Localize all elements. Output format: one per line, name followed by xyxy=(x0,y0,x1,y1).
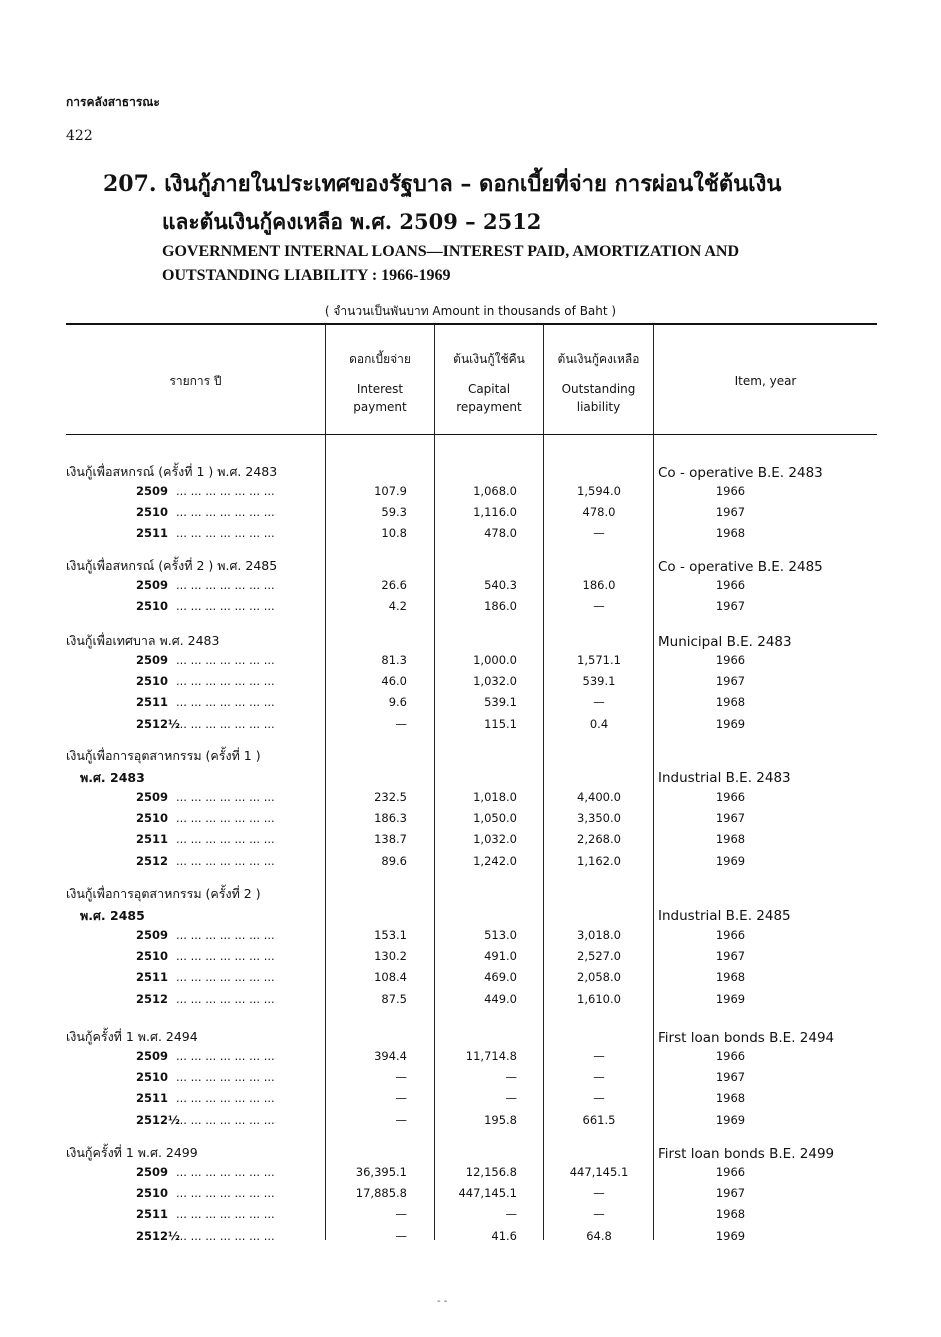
year-th-cell: 2509 xyxy=(136,928,169,942)
interest-cell: 17,885.8 xyxy=(355,1186,407,1201)
capital-cell: 11,714.8 xyxy=(465,1049,517,1063)
section-label-en: Industrial B.E. 2485 xyxy=(658,908,791,924)
year-th-cell: 2511 xyxy=(136,1207,169,1222)
year-th-cell: 2512 xyxy=(136,991,169,1006)
outstanding-cell: 2,058.0 xyxy=(577,970,621,985)
capital-cell: 447,145.1 xyxy=(458,1186,517,1201)
interest-cell: — xyxy=(395,1091,407,1106)
interest-cell: — xyxy=(395,1112,407,1127)
year-th-cell: 2511 xyxy=(136,832,169,847)
interest-cell: 394.4 xyxy=(374,1049,407,1063)
year-en-cell: 1968 xyxy=(715,526,746,541)
dot-leader: ... ... ... ... ... ... ... xyxy=(176,811,275,826)
interest-cell: 59.3 xyxy=(381,505,407,520)
section-header xyxy=(0,884,941,904)
table-row xyxy=(0,790,941,810)
capital-cell: 1,032.0 xyxy=(473,832,517,847)
section-label-en: Industrial B.E. 2483 xyxy=(658,770,791,786)
year-en-cell: 1966 xyxy=(715,578,746,592)
dot-leader: ... ... ... ... ... ... ... xyxy=(176,1112,275,1127)
year-en-cell: 1967 xyxy=(715,1070,746,1085)
outstanding-cell: — xyxy=(593,695,605,710)
dot-leader: ... ... ... ... ... ... ... xyxy=(176,578,275,592)
capital-cell: 1,000.0 xyxy=(473,653,517,667)
section-header-en xyxy=(0,1146,941,1166)
dot-leader: ... ... ... ... ... ... ... xyxy=(176,928,275,942)
outstanding-cell: 2,268.0 xyxy=(577,832,621,847)
capital-cell: — xyxy=(505,1091,517,1106)
outstanding-cell: — xyxy=(593,526,605,541)
capital-cell: 491.0 xyxy=(484,949,517,964)
column-header-interest-th: ดอกเบี้ยจ่าย xyxy=(349,352,411,366)
dot-leader: ... ... ... ... ... ... ... xyxy=(176,1070,275,1085)
outstanding-cell: 3,350.0 xyxy=(577,811,621,826)
section-label-th: เงินกู้เพื่อการอุตสาหกรรม (ครั้งที่ 1 ) xyxy=(66,748,261,763)
year-en-cell: 1968 xyxy=(715,1091,746,1106)
year-th-cell: 2511 xyxy=(136,1091,169,1106)
column-header-interest xyxy=(326,350,434,416)
section-label-th: เงินกู้เพื่อสหกรณ์ (ครั้งที่ 2 ) พ.ศ. 2485 xyxy=(66,558,278,573)
year-th-cell: 2512½ xyxy=(136,1112,180,1127)
column-header-capital-th: ต้นเงินกู้ใช้คืน xyxy=(453,352,525,366)
interest-cell: 89.6 xyxy=(381,853,407,868)
title-thai-line2: และต้นเงินกู้คงเหลือ พ.ศ. 2509 – 2512 xyxy=(162,209,542,234)
capital-cell: 513.0 xyxy=(484,928,517,942)
title-english xyxy=(162,240,842,288)
capital-cell: 186.0 xyxy=(484,599,517,614)
outstanding-cell: — xyxy=(593,1186,605,1201)
interest-cell: 153.1 xyxy=(374,928,407,942)
year-en-cell: 1967 xyxy=(715,949,746,964)
year-th-cell: 2512½ xyxy=(136,716,180,731)
outstanding-cell: 1,571.1 xyxy=(577,653,621,667)
dot-leader: ... ... ... ... ... ... ... xyxy=(176,1165,275,1179)
year-th-cell: 2510 xyxy=(136,1070,169,1085)
title-english-line1: GOVERNMENT INTERNAL LOANS—INTEREST PAID, AMORTIZATION AND xyxy=(162,243,740,260)
title-thai-line1: 207. เงินกู้ภายในประเทศของรัฐบาล – ดอกเบี้ยที่จ่าย การผ่อนใช้ต้นเงิน xyxy=(103,171,782,197)
footer-mark: - - xyxy=(437,1296,448,1307)
column-header-capital-en: Capital repayment xyxy=(456,382,522,414)
outstanding-cell: 1,594.0 xyxy=(577,484,621,498)
table-row xyxy=(0,854,941,874)
dot-leader: ... ... ... ... ... ... ... xyxy=(176,1207,275,1222)
capital-cell: 469.0 xyxy=(484,970,517,985)
table-row xyxy=(0,717,941,737)
table-row xyxy=(0,653,941,673)
section-header-en xyxy=(0,908,941,928)
interest-cell: 36,395.1 xyxy=(355,1165,407,1179)
section-label-th: เงินกู้ครั้งที่ 1 พ.ศ. 2499 xyxy=(66,1145,198,1160)
column-header-capital xyxy=(435,350,543,416)
interest-cell: 46.0 xyxy=(381,674,407,689)
dot-leader: ... ... ... ... ... ... ... xyxy=(176,484,275,498)
dot-leader: ... ... ... ... ... ... ... xyxy=(176,526,275,541)
year-en-cell: 1968 xyxy=(715,695,746,710)
year-th-cell: 2510 xyxy=(136,949,169,964)
year-th-cell: 2509 xyxy=(136,1165,169,1179)
interest-cell: 9.6 xyxy=(388,695,407,710)
table-row xyxy=(0,1207,941,1227)
outstanding-cell: 539.1 xyxy=(582,674,616,689)
table-row xyxy=(0,1229,941,1249)
outstanding-cell: 64.8 xyxy=(586,1228,612,1243)
year-th-cell: 2509 xyxy=(136,578,169,592)
year-en-cell: 1967 xyxy=(715,674,746,689)
unit-note: ( จำนวนเป็นพันบาท Amount in thousands of Baht ) xyxy=(324,304,617,318)
dot-leader: ... ... ... ... ... ... ... xyxy=(176,716,275,731)
capital-cell: 1,242.0 xyxy=(473,853,517,868)
interest-cell: 108.4 xyxy=(374,970,407,985)
outstanding-cell: 4,400.0 xyxy=(577,790,621,804)
capital-cell: 1,068.0 xyxy=(473,484,517,498)
table-row xyxy=(0,970,941,990)
capital-cell: 1,116.0 xyxy=(473,505,517,520)
dot-leader: ... ... ... ... ... ... ... xyxy=(176,853,275,868)
dot-leader: ... ... ... ... ... ... ... xyxy=(176,991,275,1006)
year-en-cell: 1969 xyxy=(715,716,746,731)
table-row xyxy=(0,484,941,504)
year-en-cell: 1967 xyxy=(715,599,746,614)
dot-leader: ... ... ... ... ... ... ... xyxy=(176,1228,275,1243)
year-th-cell: 2510 xyxy=(136,599,169,614)
interest-cell: 26.6 xyxy=(381,578,407,592)
outstanding-cell: 2,527.0 xyxy=(577,949,621,964)
capital-cell: 1,032.0 xyxy=(473,674,517,689)
section-header-en xyxy=(0,634,941,654)
section-label-th: เงินกู้เพื่อการอุตสาหกรรม (ครั้งที่ 2 ) xyxy=(66,886,261,901)
table-row xyxy=(0,1091,941,1111)
dot-leader: ... ... ... ... ... ... ... xyxy=(176,790,275,804)
year-en-cell: 1966 xyxy=(715,928,746,942)
capital-cell: 195.8 xyxy=(484,1112,517,1127)
dot-leader: ... ... ... ... ... ... ... xyxy=(176,653,275,667)
outstanding-cell: — xyxy=(593,1070,605,1085)
section-header-en xyxy=(0,465,941,485)
capital-cell: 41.6 xyxy=(491,1228,517,1243)
year-en-cell: 1967 xyxy=(715,811,746,826)
year-th-cell: 2511 xyxy=(136,526,169,541)
year-th-cell: 2511 xyxy=(136,695,169,710)
section-label-th: เงินกู้ครั้งที่ 1 พ.ศ. 2494 xyxy=(66,1029,198,1044)
table-row xyxy=(0,695,941,715)
section-label-en: Co - operative B.E. 2485 xyxy=(658,559,823,575)
outstanding-cell: 0.4 xyxy=(589,716,609,731)
outstanding-cell: 1,162.0 xyxy=(577,853,621,868)
capital-cell: 115.1 xyxy=(484,716,517,731)
outstanding-cell: 3,018.0 xyxy=(577,928,621,942)
column-header-outstanding-en: Outstanding liability xyxy=(561,382,636,414)
capital-cell: 540.3 xyxy=(484,578,517,592)
section-header-en xyxy=(0,1030,941,1050)
table-row xyxy=(0,1165,941,1185)
capital-cell: — xyxy=(505,1207,517,1222)
dot-leader: ... ... ... ... ... ... ... xyxy=(176,949,275,964)
table-row xyxy=(0,526,941,546)
column-header-outstanding xyxy=(544,350,653,416)
table-row xyxy=(0,928,941,948)
year-en-cell: 1966 xyxy=(715,653,746,667)
table-row xyxy=(0,811,941,831)
year-th-cell: 2509 xyxy=(136,790,169,804)
table-row xyxy=(0,1049,941,1069)
year-th-cell: 2509 xyxy=(136,653,169,667)
interest-cell: 81.3 xyxy=(381,653,407,667)
section-header xyxy=(0,746,941,766)
year-th-cell: 2510 xyxy=(136,505,169,520)
table-row xyxy=(0,1070,941,1090)
year-th-cell: 2510 xyxy=(136,674,169,689)
header-thai: การคลังสาธารณะ xyxy=(66,95,160,109)
column-header-item-en: Item, year xyxy=(734,374,797,388)
dot-leader: ... ... ... ... ... ... ... xyxy=(176,1091,275,1106)
table-row xyxy=(0,578,941,598)
outstanding-cell: — xyxy=(593,1049,605,1063)
dot-leader: ... ... ... ... ... ... ... xyxy=(176,505,275,520)
interest-cell: 4.2 xyxy=(388,599,407,614)
interest-cell: — xyxy=(395,716,407,731)
section-label-en: Co - operative B.E. 2483 xyxy=(658,465,823,481)
section-header-en xyxy=(0,559,941,579)
year-th-cell: 2509 xyxy=(136,1049,169,1063)
capital-cell: 12,156.8 xyxy=(465,1165,517,1179)
table-row xyxy=(0,992,941,1012)
dot-leader: ... ... ... ... ... ... ... xyxy=(176,674,275,689)
interest-cell: 130.2 xyxy=(374,949,407,964)
table-top-rule xyxy=(66,323,877,325)
table-row xyxy=(0,832,941,852)
year-en-cell: 1967 xyxy=(715,1186,746,1201)
year-en-cell: 1966 xyxy=(715,484,746,498)
year-en-cell: 1969 xyxy=(715,853,746,868)
year-th-cell: 2510 xyxy=(136,811,169,826)
outstanding-cell: 186.0 xyxy=(582,578,616,592)
interest-cell: 186.3 xyxy=(374,811,407,826)
section-label-en: Municipal B.E. 2483 xyxy=(658,634,792,650)
table-header-rule xyxy=(66,434,877,435)
outstanding-cell: 661.5 xyxy=(582,1112,616,1127)
title-english-line2: OUTSTANDING LIABILITY : 1966-1969 xyxy=(162,267,451,284)
interest-cell: — xyxy=(395,1207,407,1222)
column-header-interest-en: Interest payment xyxy=(353,382,407,414)
section-label-th: เงินกู้เพื่อเทศบาล พ.ศ. 2483 xyxy=(66,633,220,648)
table-row xyxy=(0,949,941,969)
capital-cell: 1,018.0 xyxy=(473,790,517,804)
year-en-cell: 1969 xyxy=(715,1112,746,1127)
section-header-en xyxy=(0,770,941,790)
interest-cell: 232.5 xyxy=(374,790,407,804)
capital-cell: — xyxy=(505,1070,517,1085)
year-th-cell: 2509 xyxy=(136,484,169,498)
capital-cell: 478.0 xyxy=(484,526,517,541)
page-number: 422 xyxy=(66,128,93,144)
interest-cell: — xyxy=(395,1070,407,1085)
interest-cell: 107.9 xyxy=(374,484,407,498)
table-row xyxy=(0,1113,941,1133)
section-label-en: First loan bonds B.E. 2494 xyxy=(658,1030,835,1046)
section-label-th-line2: พ.ศ. 2483 xyxy=(80,770,145,785)
outstanding-cell: — xyxy=(593,599,605,614)
interest-cell: 87.5 xyxy=(381,991,407,1006)
outstanding-cell: — xyxy=(593,1091,605,1106)
outstanding-cell: 1,610.0 xyxy=(577,991,621,1006)
dot-leader: ... ... ... ... ... ... ... xyxy=(176,832,275,847)
capital-cell: 539.1 xyxy=(484,695,517,710)
column-header-item-th: รายการ ปี xyxy=(169,374,222,388)
dot-leader: ... ... ... ... ... ... ... xyxy=(176,599,275,614)
dot-leader: ... ... ... ... ... ... ... xyxy=(176,970,275,985)
capital-cell: 449.0 xyxy=(484,991,517,1006)
capital-cell: 1,050.0 xyxy=(473,811,517,826)
table-row xyxy=(0,505,941,525)
year-en-cell: 1966 xyxy=(715,1049,746,1063)
year-th-cell: 2512 xyxy=(136,853,169,868)
dot-leader: ... ... ... ... ... ... ... xyxy=(176,1049,275,1063)
year-th-cell: 2512½ xyxy=(136,1228,180,1243)
year-en-cell: 1968 xyxy=(715,1207,746,1222)
year-th-cell: 2511 xyxy=(136,970,169,985)
year-en-cell: 1968 xyxy=(715,832,746,847)
section-label-th: เงินกู้เพื่อสหกรณ์ (ครั้งที่ 1 ) พ.ศ. 2483 xyxy=(66,464,278,479)
interest-cell: — xyxy=(395,1228,407,1243)
dot-leader: ... ... ... ... ... ... ... xyxy=(176,695,275,710)
section-label-en: First loan bonds B.E. 2499 xyxy=(658,1146,835,1162)
interest-cell: 138.7 xyxy=(374,832,407,847)
outstanding-cell: — xyxy=(593,1207,605,1222)
year-en-cell: 1969 xyxy=(715,1228,746,1243)
dot-leader: ... ... ... ... ... ... ... xyxy=(176,1186,275,1201)
year-en-cell: 1967 xyxy=(715,505,746,520)
year-en-cell: 1966 xyxy=(715,1165,746,1179)
interest-cell: 10.8 xyxy=(381,526,407,541)
outstanding-cell: 447,145.1 xyxy=(569,1165,629,1179)
year-th-cell: 2510 xyxy=(136,1186,169,1201)
table-row xyxy=(0,1186,941,1206)
column-header-outstanding-th: ต้นเงินกู้คงเหลือ xyxy=(557,352,640,366)
section-label-th-line2: พ.ศ. 2485 xyxy=(80,908,145,923)
year-en-cell: 1966 xyxy=(715,790,746,804)
table-row xyxy=(0,599,941,619)
year-en-cell: 1969 xyxy=(715,991,746,1006)
table-row xyxy=(0,674,941,694)
year-en-cell: 1968 xyxy=(715,970,746,985)
outstanding-cell: 478.0 xyxy=(582,505,616,520)
